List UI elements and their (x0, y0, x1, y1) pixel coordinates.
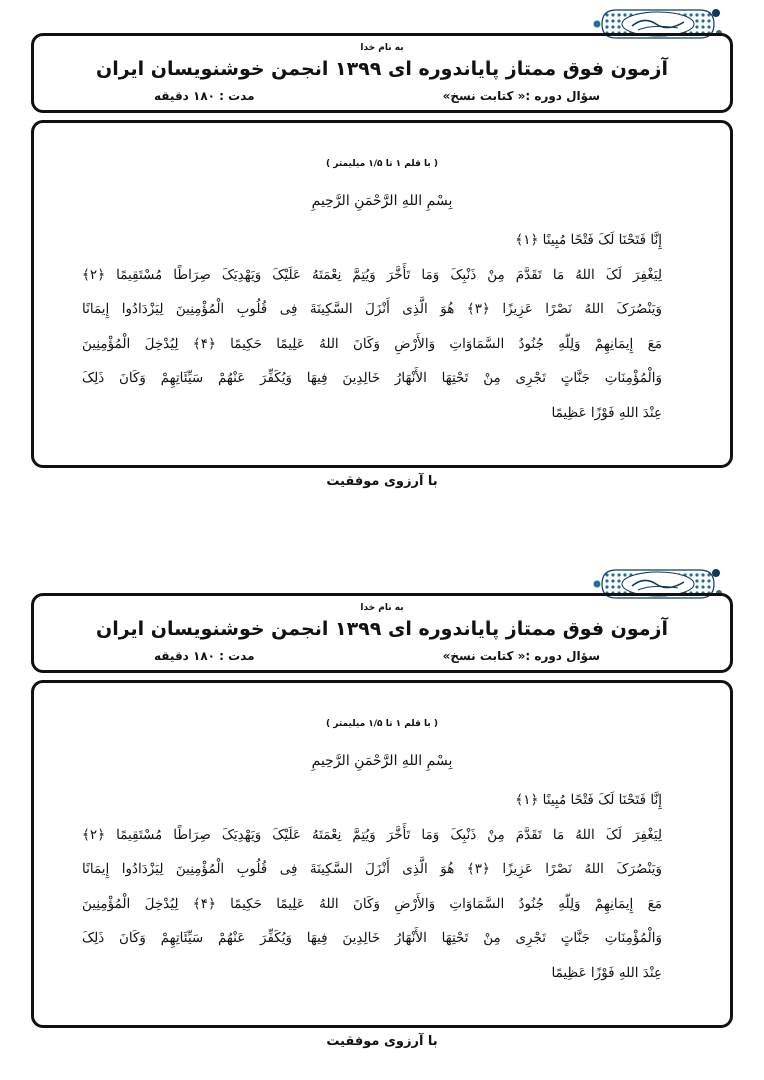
bism-heading: به نام خدا (360, 43, 404, 53)
exam-duration: مدت : ۱۸۰ دقیقه (154, 89, 255, 103)
calligraphy-text-box (31, 680, 733, 1028)
exam-title: آزمون فوق ممتاز پایاندوره ای ۱۳۹۹ انجمن خوشنویسان ایران (95, 618, 668, 640)
verse-line: لِیَغْفِرَ لَکَ اللهُ مَا تَقَدَّمَ مِنْ ذَنْبِکَ وَمَا تَأَخَّرَ وَیُتِمَّ نِعْمَتَهُ عَلَیْکَ وَیَهْدِیَکَ صِرَاطًا مُسْتَقِیمًا ﴿۲﴾ (82, 266, 662, 283)
exam-title: آزمون فوق ممتاز پایاندوره ای ۱۳۹۹ انجمن خوشنویسان ایران (95, 58, 668, 80)
verse-line: إِنَّا فَتَحْنَا لَکَ فَتْحًا مُبِینًا ﴿۱﴾ (515, 792, 662, 808)
exam-header-box (31, 33, 733, 113)
verse-line: عِنْدَ اللهِ فَوْزًا عَظِیمًا (551, 964, 662, 981)
calligraphy-text-box (31, 120, 733, 468)
verse-line: وَیَنْصُرَکَ اللهُ نَصْرًا عَزِیزًا ﴿۳﴾ هُوَ الَّذِی أَنْزَلَ السَّکِینَةَ فِی قُلُوبِ الْمُؤْمِنِینَ لِیَزْدَادُوا إِیمَانًا (82, 861, 662, 877)
verse-line: مَعَ إِیمَانِهِمْ وَلِلّهِ جُنُودُ السَّمَاوَاتِ وَالأَرْضِ وَکَانَ اللهُ عَلِیمًا حَکِیمًا ﴿۴﴾ لِیُدْخِلَ الْمُؤْمِنِینَ (82, 335, 663, 352)
exam-duration: مدت : ۱۸۰ دقیقه (154, 649, 255, 663)
good-luck-message: با آرزوی موفقیت (326, 1034, 438, 1049)
exam-question: سؤال دوره :« کتابت نسخ» (442, 89, 600, 103)
pen-size-note: ( با قلم ۱ تا ۱/۵ میلیمتر ) (326, 719, 438, 729)
verse-line: لِیَغْفِرَ لَکَ اللهُ مَا تَقَدَّمَ مِنْ ذَنْبِکَ وَمَا تَأَخَّرَ وَیُتِمَّ نِعْمَتَهُ عَلَیْکَ وَیَهْدِیَکَ صِرَاطًا مُسْتَقِیمًا ﴿۲﴾ (82, 826, 662, 843)
verse-line: وَیَنْصُرَکَ اللهُ نَصْرًا عَزِیزًا ﴿۳﴾ هُوَ الَّذِی أَنْزَلَ السَّکِینَةَ فِی قُلُوبِ الْمُؤْمِنِینَ لِیَزْدَادُوا إِیمَانًا (82, 301, 662, 317)
verse-line: مَعَ إِیمَانِهِمْ وَلِلّهِ جُنُودُ السَّمَاوَاتِ وَالأَرْضِ وَکَانَ اللهُ عَلِیمًا حَکِیمًا ﴿۴﴾ لِیُدْخِلَ الْمُؤْمِنِینَ (82, 895, 663, 912)
basmala: بِسْمِ اللهِ الرَّحْمَنِ الرَّحِیمِ (311, 193, 453, 209)
pen-size-note: ( با قلم ۱ تا ۱/۵ میلیمتر ) (326, 159, 438, 169)
verse-line: إِنَّا فَتَحْنَا لَکَ فَتْحًا مُبِینًا ﴿۱﴾ (515, 232, 662, 248)
verse-line: وَالْمُؤْمِنَاتِ جَنَّاتٍ تَجْرِی مِنْ تَحْتِهَا الأَنْهَارُ خَالِدِینَ فِیهَا وَیُکَفِّرَ عَنْهُمْ سَیِّئَاتِهِمْ وَکَانَ ذَلِکَ (82, 370, 662, 386)
verses-block (82, 783, 662, 990)
verse-line: عِنْدَ اللهِ فَوْزًا عَظِیمًا (551, 404, 662, 421)
verse-line: وَالْمُؤْمِنَاتِ جَنَّاتٍ تَجْرِی مِنْ تَحْتِهَا الأَنْهَارُ خَالِدِینَ فِیهَا وَیُکَفِّرَ عَنْهُمْ سَیِّئَاتِهِمْ وَکَانَ ذَلِکَ (82, 930, 662, 946)
verses-block (82, 223, 662, 430)
bism-heading: به نام خدا (360, 603, 404, 613)
exam-header-box (31, 593, 733, 673)
basmala: بِسْمِ اللهِ الرَّحْمَنِ الرَّحِیمِ (311, 753, 453, 769)
good-luck-message: با آرزوی موفقیت (326, 474, 438, 489)
exam-question: سؤال دوره :« کتابت نسخ» (442, 649, 600, 663)
